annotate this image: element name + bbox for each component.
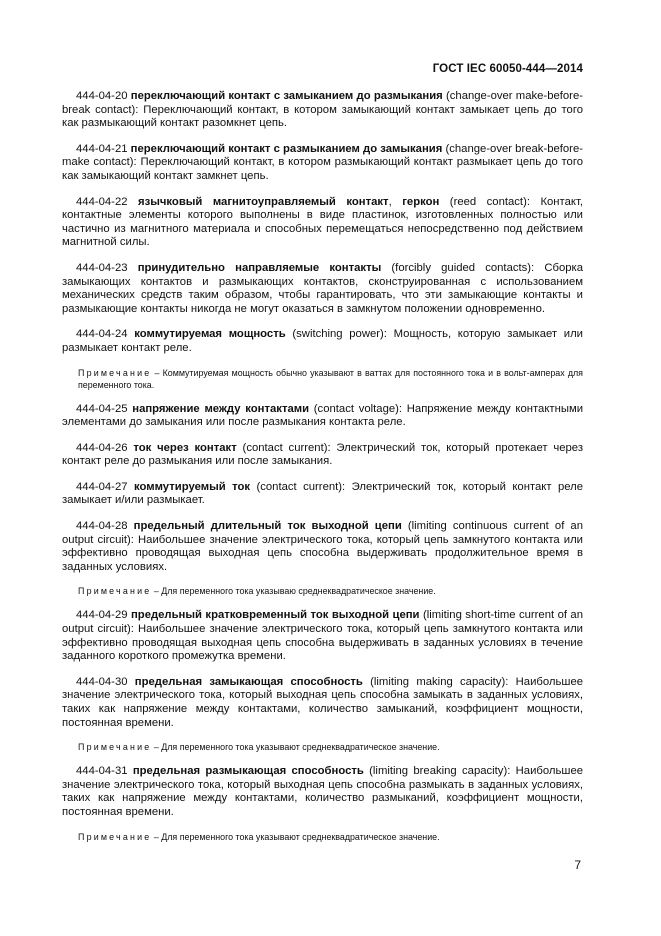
term-definition: (limiting short-time current of an output circuit): Наибольшее значение электрического тока, который цепь замкнутого контакта или эффективно проводящая выходная цепь способна выдерживать в заданных условиях в течение заданного короткого промежутка времени.: [62, 609, 583, 663]
document-body: [62, 90, 583, 855]
term-entry: [62, 90, 583, 131]
term-entry: [62, 609, 583, 663]
term-title: коммутируемая мощность: [134, 328, 286, 341]
term-entry: [62, 328, 583, 355]
term-number: 444-04-21: [76, 142, 128, 155]
term-title: предельный кратковременный ток выходной цепи: [130, 609, 420, 622]
note-label: Примечание: [78, 367, 152, 378]
note: [62, 741, 583, 753]
term-number: 444-04-24: [76, 328, 128, 341]
term-number: 444-04-30: [76, 675, 128, 688]
term-number: 444-04-22: [76, 195, 128, 208]
term-definition: (contact current): Электрический ток, который протекает через контакт реле до размыкания или после замыкания.: [62, 441, 584, 468]
note-text: – Для переменного тока указывают среднеквадратическое значение.: [151, 742, 440, 753]
term-title: ток через контакт: [133, 441, 237, 454]
term-number: 444-04-20: [76, 90, 128, 102]
note-text: – Для переменного тока указываю среднеквадратическое значение.: [151, 586, 436, 597]
term-title: предельная размыкающая способность: [132, 765, 364, 778]
term-definition: (limiting making capacity): Наибольшее значение электрического тока, который выходная цепь способна замыкать в заданных условиях, таких как напряжение между контактами, количество замыканий, коэффициент мощности, постоянная времени.: [62, 675, 584, 729]
term-title: язычковый магнитоуправляемый контакт: [138, 195, 389, 208]
term-definition: (forcibly guided contacts): Сборка замыкающих контактов и размыкающих контактов, сконструированная с использованием механических средств таким образом, чтобы гарантировать, что эти замыкающие контакты и размыкающие контакты никогда не могут оказаться в замкнутом положении одновременно.: [62, 261, 584, 315]
term-definition: (change-over break-before-make contact): Переключающий контакт, в котором размыкающий контакт размыкает цепь до того как замыкающий контакт замкнет цепь.: [62, 142, 583, 182]
page-number: 7: [574, 858, 581, 872]
term-entry: [62, 403, 583, 430]
term-definition: (limiting breaking capacity): Наибольшее значение электрического тока, который выходная цепь способна размыкать в заданных условиях, таких как напряжение между контактами, количество размыканий, коэффициент мощности, постоянная времени.: [62, 765, 584, 818]
term-number: 444-04-25: [76, 402, 128, 415]
term-title: переключающий контакт с размыканием до замыкания: [130, 142, 443, 155]
term-number: 444-04-23: [76, 261, 128, 274]
term-definition: (contact voltage): Напряжение между контактными элементами до замыкания или после размыкания контакта реле.: [62, 402, 584, 429]
term-entry: [62, 765, 583, 819]
note-text: – Коммутируемая мощность обычно указывают в ваттах для постоянного тока и в вольт-амперах для переменного тока.: [78, 367, 583, 390]
term-entry: [62, 262, 583, 316]
term-definition: (contact current): Электрический ток, который контакт реле замыкает и/или размыкает.: [62, 480, 584, 507]
note: [62, 585, 583, 597]
term-definition: (reed contact): Контакт, контактные элементы которого выполнены в виде пластинок, изготовленных полностью или частично из магнитного материала и способных перемещаться непосредственно под действием магнитной силы.: [62, 195, 584, 249]
standard-header: ГОСТ IEC 60050-444—2014: [432, 63, 583, 75]
note-label: Примечание: [78, 831, 152, 842]
term-number: 444-04-27: [76, 480, 128, 493]
term-title: переключающий контакт с замыканием до размыкания: [130, 90, 443, 102]
term-number: 444-04-31: [76, 765, 128, 778]
term-definition: (switching power): Мощность, которую замыкает или размыкает контакт реле.: [62, 328, 583, 354]
note-text: – Для переменного тока указывают среднеквадратическое значение.: [151, 831, 440, 842]
term-title: принудительно направляемые контакты: [137, 261, 382, 274]
term-title: напряжение между контактами: [132, 402, 310, 415]
term-entry: [62, 143, 583, 184]
term-number: 444-04-26: [76, 441, 128, 454]
note: [62, 831, 583, 843]
term-title: коммутируемый ток: [133, 480, 251, 493]
term-entry: [62, 196, 583, 250]
term-title: предельная замыкающая способность: [134, 675, 363, 688]
term-title: предельный длительный ток выходной цепи: [133, 520, 402, 533]
term-entry: [62, 676, 583, 730]
term-definition: (limiting continuous current of an output circuit): Наибольшее значение электрического тока, который цепь замкнутого контакта или эффективно проводящая выходная цепь способна выдерживать продолжительное время в заданных условиях.: [62, 520, 583, 573]
note-label: Примечание: [78, 586, 152, 597]
term-entry: [62, 481, 583, 508]
term-number: 444-04-28: [76, 520, 128, 533]
term-entry: [62, 442, 583, 469]
term-synonym: геркон: [402, 195, 440, 208]
note-label: Примечание: [78, 742, 152, 753]
term-definition: (change-over make-before-break contact): Переключающий контакт, в котором замыкающий контакт замыкает цепь до того как размыкающий контакт разомкнет цепь.: [62, 90, 583, 130]
term-entry: [62, 520, 583, 574]
term-number: 444-04-29: [76, 609, 128, 622]
term-separator: ,: [388, 195, 403, 208]
note: [62, 367, 583, 391]
